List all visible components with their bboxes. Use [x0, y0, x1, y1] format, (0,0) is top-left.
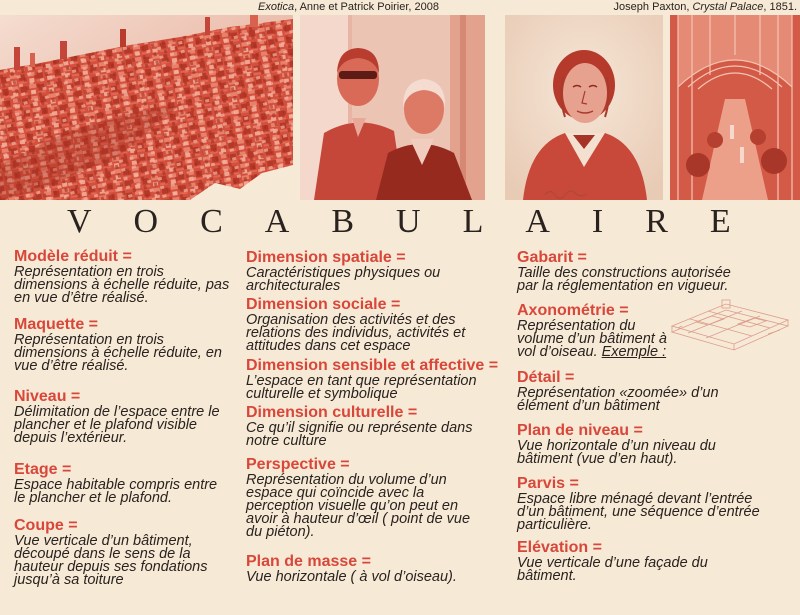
term-definition: L’espace en tant que représentation culturelle et symbolique: [246, 373, 477, 402]
term-label: Dimension culturelle =: [246, 404, 418, 421]
entry-dimension-spatiale: [246, 249, 440, 293]
term-definition: Vue horizontale d’un niveau du bâtiment (vue d’en haut).: [517, 438, 716, 467]
entry-gabarit: [517, 249, 731, 293]
term-label: Etage =: [14, 461, 72, 478]
entry-etage: [14, 461, 217, 505]
term-definition: Espace habitable compris entre le plancher et le plafond.: [14, 477, 218, 506]
caption-credit: , Anne et Patrick Poirier, 2008: [294, 1, 439, 13]
term-label: Détail =: [517, 369, 575, 386]
term-definition: Taille des constructions autorisée par la réglementation en vigueur.: [517, 265, 731, 294]
vocabulary-column-2: [246, 0, 514, 615]
term-definition: Vue horizontale ( à vol d’oiseau).: [246, 569, 457, 585]
term-label: Axonométrie =: [517, 302, 629, 319]
entry-parvis: [517, 475, 760, 532]
entry-dimension-culturelle: [246, 404, 473, 448]
term-definition: Espace libre ménagé devant l’entrée d’un bâtiment, une séquence d’entrée particulière.: [517, 491, 760, 533]
entry-coupe: [14, 517, 207, 587]
term-label: Niveau =: [14, 388, 81, 405]
entry-perspective: [246, 456, 470, 539]
term-label: Maquette =: [14, 316, 99, 333]
term-label: Parvis =: [517, 475, 579, 492]
term-definition: [517, 320, 667, 359]
term-definition: Vue verticale d’un bâtiment, découpé dans le sens de la hauteur depuis ses fondations jusqu’à sa toiture: [14, 533, 208, 588]
entry-axonometrie: [517, 302, 667, 359]
vocabulary-column-1: [14, 0, 242, 615]
entry-maquette: [14, 316, 222, 373]
entry-niveau: [14, 388, 220, 445]
vocabulary-heading: VOCABULAIRE: [67, 203, 773, 240]
entry-plan-de-niveau: [517, 422, 716, 466]
term-label: Dimension sensible et affective =: [246, 357, 499, 374]
axonometric-example-drawing: [668, 298, 792, 358]
caption-work-title: Exotica: [258, 1, 295, 13]
term-definition: Ce qu’il signifie ou représente dans notre culture: [246, 420, 473, 449]
definition-text: Représentation du volume d’un bâtiment à vol d’oiseau.: [517, 318, 667, 360]
term-definition: Représentation «zoomée» d’un élément d’un bâtiment: [517, 385, 719, 414]
term-label: Plan de masse =: [246, 553, 371, 570]
term-label: Dimension spatiale =: [246, 249, 406, 266]
caption-work-title: Crystal Palace: [692, 1, 764, 13]
entry-elevation: [517, 539, 708, 583]
caption-date: , 1851.: [763, 1, 797, 13]
term-definition: Représentation du volume d’un espace qui coïncide avec la perception visuelle qu’on peut en avoir à hauteur d’œil ( point de vue du piéton).: [246, 472, 471, 540]
term-label: Elévation =: [517, 539, 602, 556]
entry-modele-reduit: [14, 248, 229, 305]
term-definition: Représentation en trois dimensions à échelle réduite, pas en vue d’être réalisé.: [14, 264, 230, 306]
caption-author: Joseph Paxton,: [613, 1, 693, 13]
term-label: Gabarit =: [517, 249, 587, 266]
entry-detail: [517, 369, 719, 413]
entry-dimension-sociale: [246, 296, 465, 353]
term-label: Modèle réduit =: [14, 248, 132, 265]
term-label: Perspective =: [246, 456, 350, 473]
example-label: Exemple :: [601, 344, 667, 360]
term-label: Coupe =: [14, 517, 78, 534]
term-label: Plan de niveau =: [517, 422, 643, 439]
term-definition: Délimitation de l’espace entre le plancher et le plafond visible depuis l’extérieur.: [14, 404, 220, 446]
entry-dimension-sensible: [246, 357, 498, 401]
term-definition: Organisation des activités et des relations des individus, activités et attitudes dans cet espace: [246, 312, 466, 354]
term-label: Dimension sociale =: [246, 296, 401, 313]
term-definition: Vue verticale d’une façade du bâtiment.: [517, 555, 708, 584]
term-definition: Caractéristiques physiques ou architecturales: [246, 265, 441, 294]
term-definition: Représentation en trois dimensions à échelle réduite, en vue d’être réalisé.: [14, 332, 222, 374]
entry-plan-de-masse: [246, 553, 457, 584]
